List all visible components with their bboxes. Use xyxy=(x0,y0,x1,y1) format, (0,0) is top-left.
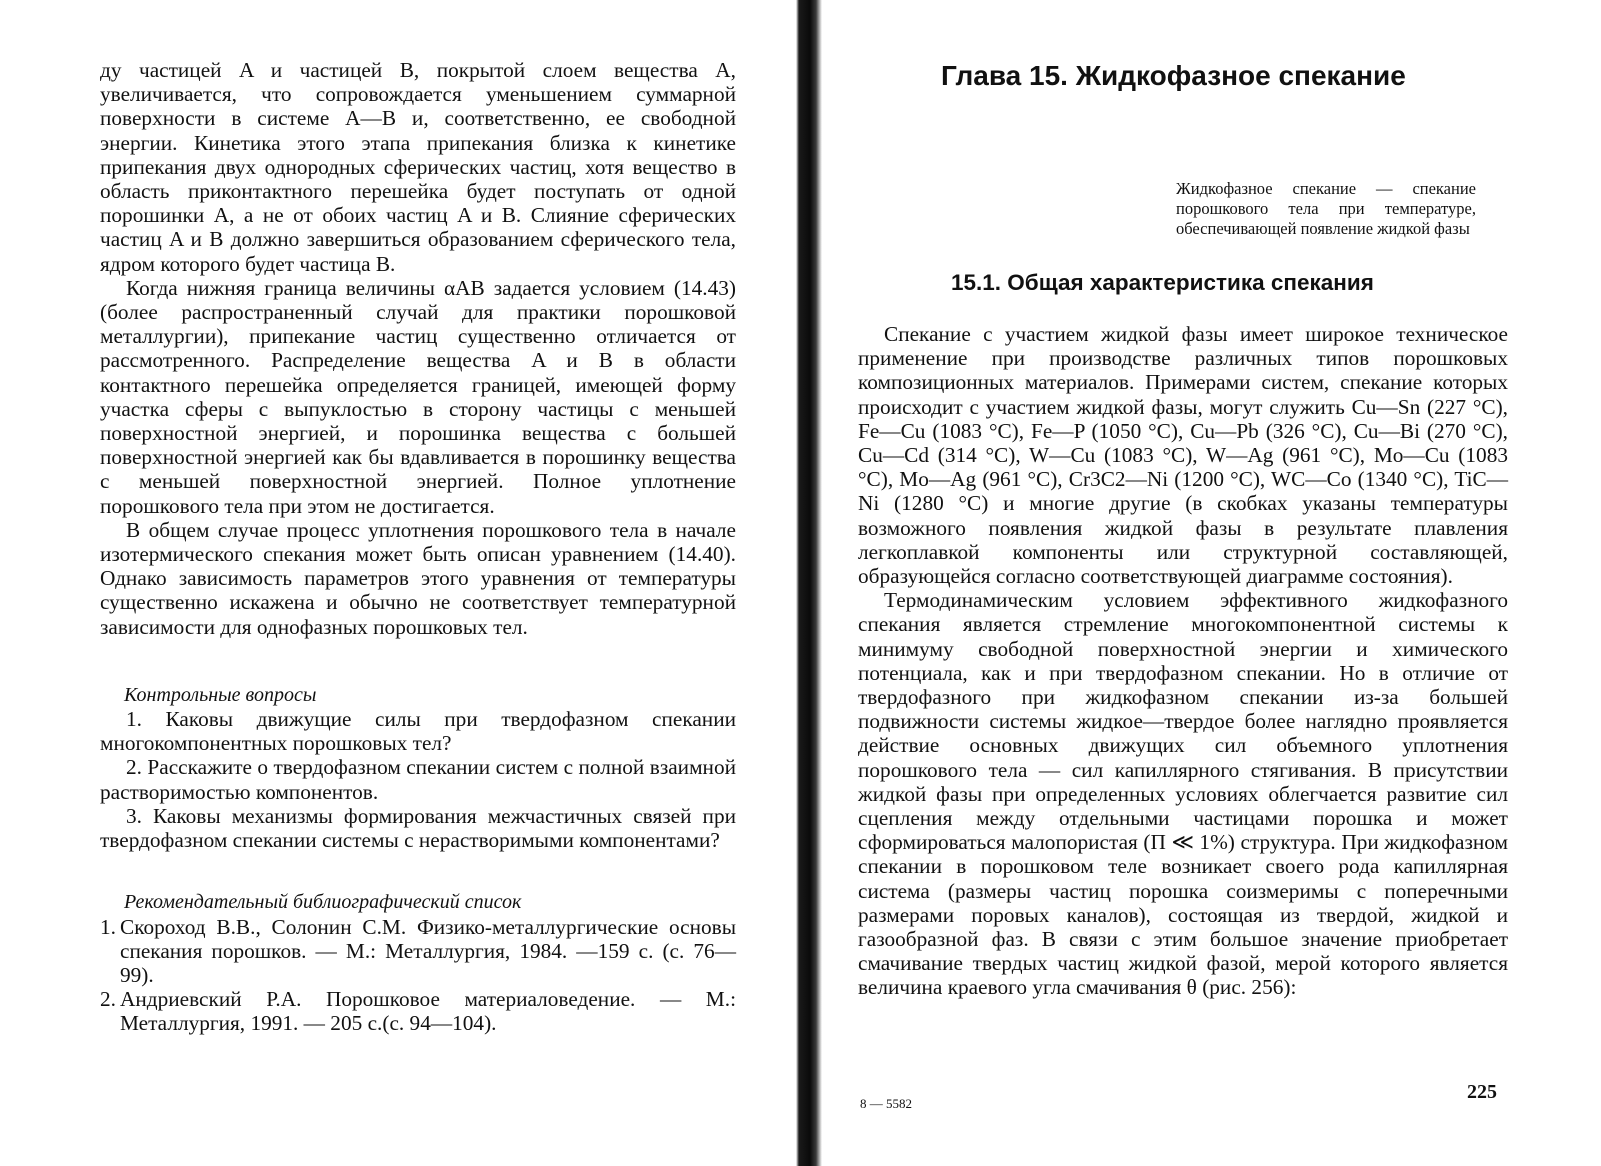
paragraph: ду частицей A и частицей B, покрытой слоем вещества A, увеличивается, что сопровождается уменьшением суммарной поверхности в системе A—B и, соответственно, ее свободной энергии. Кинетика этого этапа припекания близка к кинетике припекания двух однородных сферических частиц, хотя вещество в область приконтактного перешейка будет поступать от одной порошинки A, а не от обоих частиц A и B. Слияние сферических частиц A и B должно завершиться образованием сферического тела, ядром которого будет частица B. xyxy=(100,58,736,276)
print-signature: 8 — 5582 xyxy=(860,1096,912,1111)
question-item: 3. Каковы механизмы формирования межчастичных связей при твердофазном спекании системы с нерастворимыми компонентами? xyxy=(100,803,736,853)
paragraph: Термодинамическим условием эффективного жидкофазного спекания является стремление многокомпонентной системы к минимуму свободной поверхностной энергии и химического потенциала, как и при твердофазном спекании. Но в отличие от твердофазного при жидкофазном спекании из-за большей подвижности системы жидкое—твердое более наглядно проявляется действие основных движущих сил объемного уплотнения порошкового тела — сил капиллярного стягивания. В присутствии жидкой фазы при определенных условиях облегчается развитие сил сцепления между отдельными частицами порошка и может сформироваться малопористая (П ≪ 1%) структура. При жидкофазном спекании в порошковом теле возникает своего рода капиллярная система (размеры частиц порошка соизмеримы с поперечными размерами поровых каналов), состоящая из твердой, жидкой и газообразной фаз. В связи с этим большое значение приобретает смачивание твердых частиц жидкой фазой, мерой которого является величина краевого угла смачивания θ (рис. 256): xyxy=(858,588,1508,1000)
bibliography-item xyxy=(100,987,736,1035)
bibliography-number: 2. xyxy=(100,987,116,1012)
paragraph: Когда нижняя граница величины αAB задается условием (14.43) (более распространенный случай для практики порошковой металлургии), припекание частиц существенно отличается от рассмотренного. Распределение вещества A и B в области контактного перешейка определяется границей, имеющей форму участка сферы с выпуклостью в сторону частицы с меньшей поверхностной энергией, и порошинка вещества с большей поверхностной энергией как бы вдавливается в порошинку вещества с меньшей поверхностной энергией. Полное уплотнение порошкового тела при этом не достигается. xyxy=(100,275,736,518)
chapter-title: Глава 15. Жидкофазное спекание xyxy=(941,60,1406,91)
book-spine-shadow xyxy=(790,0,822,1166)
left-text-column xyxy=(100,58,736,1036)
chapter-epigraph: Жидкофазное спекание — спекание порошкового тела при температуре, обеспечивающей появление жидкой фазы xyxy=(1176,179,1476,238)
left-page xyxy=(0,0,790,1166)
right-page xyxy=(822,0,1601,1166)
bibliography-item xyxy=(100,915,736,988)
page-number: 225 xyxy=(1467,1081,1497,1103)
questions-heading: Контрольные вопросы xyxy=(124,683,317,706)
question-item: 1. Каковы движущие силы при твердофазном спекании многокомпонентных порошковых тел? xyxy=(100,707,736,756)
bibliography-text: Скороход В.В., Солонин С.М. Физико-металлургические основы спекания порошков. — М.: Металлургия, 1984. —159 с. (с. 76—99). xyxy=(120,914,736,987)
bibliography-text: Андриевский Р.А. Порошковое материаловедение. — М.: Металлургия, 1991. — 205 с.(с. 94—104). xyxy=(120,987,736,1036)
bibliography-heading: Рекомендательный библиографический список xyxy=(124,891,522,914)
paragraph: Спекание с участием жидкой фазы имеет широкое техническое применение при производстве различных типов порошковых композиционных материалов. Примерами систем, спекание которых происходит с участием жидкой фазы, могут служить Cu—Sn (227 °C), Fe—Cu (1083 °C), Fe—P (1050 °C), Cu—Pb (326 °C), Cu—Bi (270 °C), Cu—Cd (314 °C), W—Cu (1083 °C), W—Ag (961 °C), Mo—Cu (1083 °C), Mo—Ag (961 °C), Cr3C2—Ni (1200 °C), WC—Co (1340 °C), TiC—Ni (1280 °C) и многие другие (в скобках указаны температуры возможного появления жидкой фазы в результате плавления легкоплавкой компоненты или структурной составляющей, образующейся согласно соответствующей диаграмме состояния). xyxy=(858,322,1508,589)
bibliography-number: 1. xyxy=(100,914,116,939)
question-item: 2. Расскажите о твердофазном спекании систем с полной взаимной растворимостью компонентов. xyxy=(100,755,736,804)
paragraph: В общем случае процесс уплотнения порошкового тела в начале изотермического спекания может быть описан уравнением (14.40). Однако зависимость параметров этого уравнения от температуры существенно искажена и обычно не соответствует температурной зависимости для однофазных порошковых тел. xyxy=(100,517,736,639)
section-title: 15.1. Общая характеристика спекания xyxy=(951,270,1374,295)
right-text-column xyxy=(858,56,1508,1000)
